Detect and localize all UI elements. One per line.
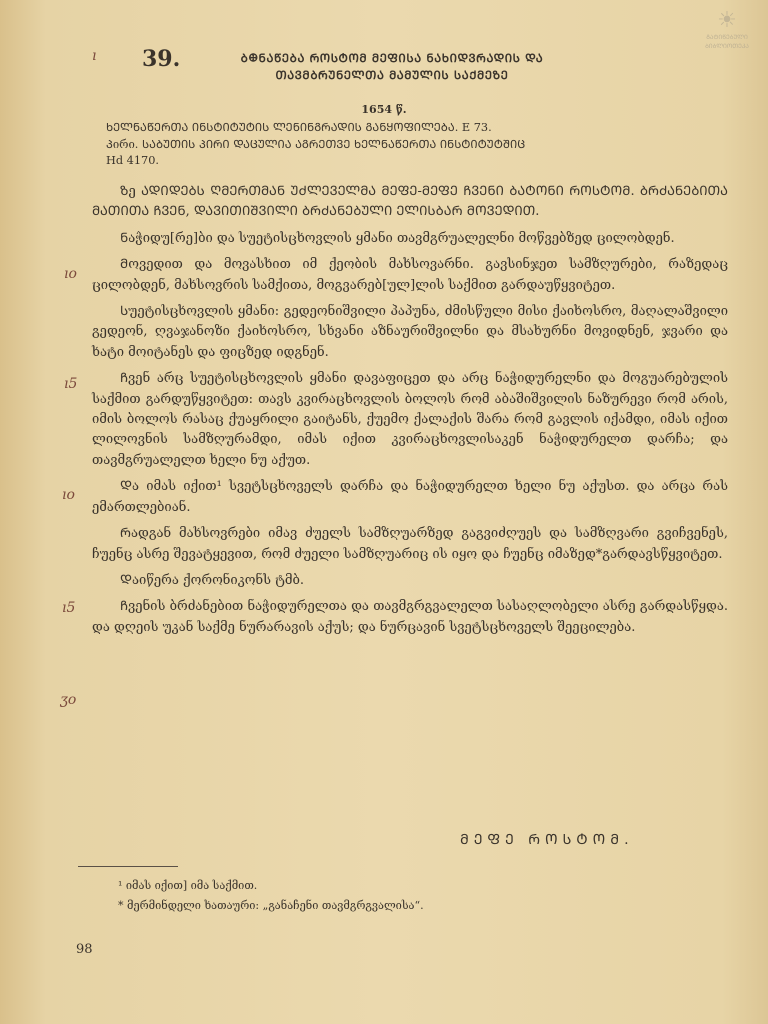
title-line-2: ᲗᲐᲕᲛᲑᲠᲣᲜᲔᲚᲗᲐ ᲛᲐᲛᲣᲚᲘᲡ ᲡᲐᲥᲛᲔᲖᲔ [275, 68, 509, 82]
margin-mark: ıo [62, 487, 75, 503]
paragraph: Სუეტისცხოვლის ყმანი: გედეონიშვილი პაპუნა, ძმისწული მისი ქაიხოსრო, მაღალაშვილი გედეონ, ღვაჯანოზი ქაიხოსრო, სხვანი აზნაურიშვილნი და მსახურნი მოვიდნენ, ჯვარი და ხატი მოიტანეს და ფიცზედ იდგნენ. [92, 304, 728, 360]
signature: ᲛᲔᲤᲔ ᲠᲝᲡᲢᲝᲛ. [460, 832, 634, 848]
paragraph: Და იმას იქით¹ სვეტსცხოველს დარჩა და ნაჭიდურელთ ხელი ნუ აქუსთ. და არცა რას ემართლებიან. [92, 479, 728, 515]
paragraph: Ჩვენის ბრძანებით ნაჭიდურელთა და თავმგრგვალელთ სასაღლობელი ასრე გარდასწყდა. და დღეის უკან საქმე ნურარავის აქუს; და ნურცავინ სვეტსცხოველს შეეცილება. [92, 599, 728, 635]
margin-mark: ıo [64, 266, 77, 282]
footnote-divider [78, 866, 178, 867]
paragraph: Ნაჭიდუ[რე]ბი და სუეტისცხოვლის ყმანი თავმგრუალელნი მოწვებზედ ცილობდენ. [120, 230, 675, 246]
paragraph: Დაიწერა ქორონიკონს ტმბ. [120, 572, 305, 588]
document-body [92, 182, 728, 644]
document-date: 1654 წ. [361, 103, 407, 116]
source-line-2: Პირი. ᲡᲐᲑᲣᲗᲘᲡ ᲞᲘᲠᲘ ᲓᲐᲪᲣᲚᲘᲐ ᲐᲒᲠᲔᲗᲕᲔ ᲮᲔᲚᲜᲐᲬᲔᲠᲗᲐ ᲘᲜᲡᲢᲘᲢᲣᲢᲨᲘᲪ [106, 137, 526, 151]
library-logo [694, 10, 760, 64]
paragraph: Რადგან მახსოვრები იმავ ძუელს სამზღუარზედ გაგვიძღუეს და სამზღვარი გვიჩვენეს, ჩუენც ასრე შევატყევით, რომ ძუელი სამზღუარიც ის იყო და ჩუენც იმაზედ*გარდავსწყვიტეთ. [92, 526, 728, 562]
logo-text-2: ᲑᲘᲑᲚᲘᲝᲗᲔᲙᲐ [705, 43, 749, 50]
margin-mark: ı [92, 48, 97, 64]
paragraph: Ჩვენ არც სუეტისცხოვლის ყმანი დავაფიცეთ და არც ნაჭიდურელნი და მოგუარებულის საქმით გარდუწყვიტეთ: თავს კვირაცხოვლის ბოლოს რომ აბაშიშვილის ნაზურევი რომ არის, იმის ბოლოს რასაც ქუაყრილი გაიტანს, ქუემო ქალაქის შარა რომ გავლის იქამდი, იმას იქით ლილოვნის სამზღურამდი, იმას იქით კვირაცხოვლისაკენ ნაჭიდურელთ დარჩა; და თავმგრუალელთ ხელი ნუ აქუთ. [92, 371, 728, 468]
document-title [182, 50, 602, 84]
margin-mark: ʒo [60, 692, 77, 708]
footnote: ¹ იმას იქით] იმა საქმით. [118, 879, 258, 892]
title-line-1: Ბ𐃏ᲜᲐᲬᲔᲑᲐ ᲠᲝᲡᲢᲝᲛ ᲛᲔᲤᲘᲡᲐ ᲜᲐᲮᲘᲓᲕᲠᲐᲓᲘᲡ ᲓᲐ [240, 51, 544, 65]
footnote: * მერმინდელი ხათაური: „განაჩენი თავმგრგვალისა“. [118, 899, 424, 912]
document-number: 39. [142, 46, 181, 72]
sunburst-icon: ☀ [717, 8, 737, 33]
page-number: 98 [76, 942, 93, 957]
margin-mark: ı5 [64, 376, 78, 392]
source-note [106, 120, 726, 170]
margin-mark: ı5 [62, 600, 76, 616]
source-line-1: ᲮᲔᲚᲜᲐᲬᲔᲠᲗᲐ ᲘᲜᲡᲢᲘᲢᲣᲢᲘᲡ ᲚᲔᲜᲘᲜᲒᲠᲐᲓᲘᲡ ᲒᲐᲜᲧᲝᲤᲘᲚᲔᲑᲐ. E 73. [106, 121, 492, 134]
paragraph: Მოვედით და მოვასხით იმ ქეობის მახსოვარნი. გავსინჯეთ სამზღურები, რაზედაც ცილობდენ, მახსოვრის სამქითა, მოგვარებ[ულ]ლის საქმით გარდაუწყვიტეთ. [92, 257, 728, 293]
paragraph: Ზე ᲐᲓᲘᲓᲔᲑᲡ ᲦᲛᲔᲠᲗᲛᲐᲜ ᲣᲫᲚᲔᲕᲔᲚᲛᲐ ᲛᲔᲤᲔ-ᲛᲔᲤᲔ ᲩᲕᲔᲜᲘ ᲑᲐᲢᲝᲜᲘ ᲠᲝᲡᲢᲝᲛ. ᲑᲠᲫᲐᲜᲔᲑᲘᲗᲐ ᲛᲐᲗᲘᲗᲐ ᲩᲕᲔᲜ, ᲓᲐᲕᲘᲗᲘᲨᲕᲘᲚᲘ ᲑᲠᲫᲐᲜᲔᲑᲣᲚᲘ ᲔᲚᲘᲡᲑᲐᲠ ᲛᲝᲕᲔᲓᲘᲗ. [92, 184, 728, 220]
logo-text-1: ᲒᲐᲢᲘᲬᲔᲑᲣᲚᲘ [706, 34, 748, 41]
source-line-3: Hd 4170. [106, 154, 160, 167]
